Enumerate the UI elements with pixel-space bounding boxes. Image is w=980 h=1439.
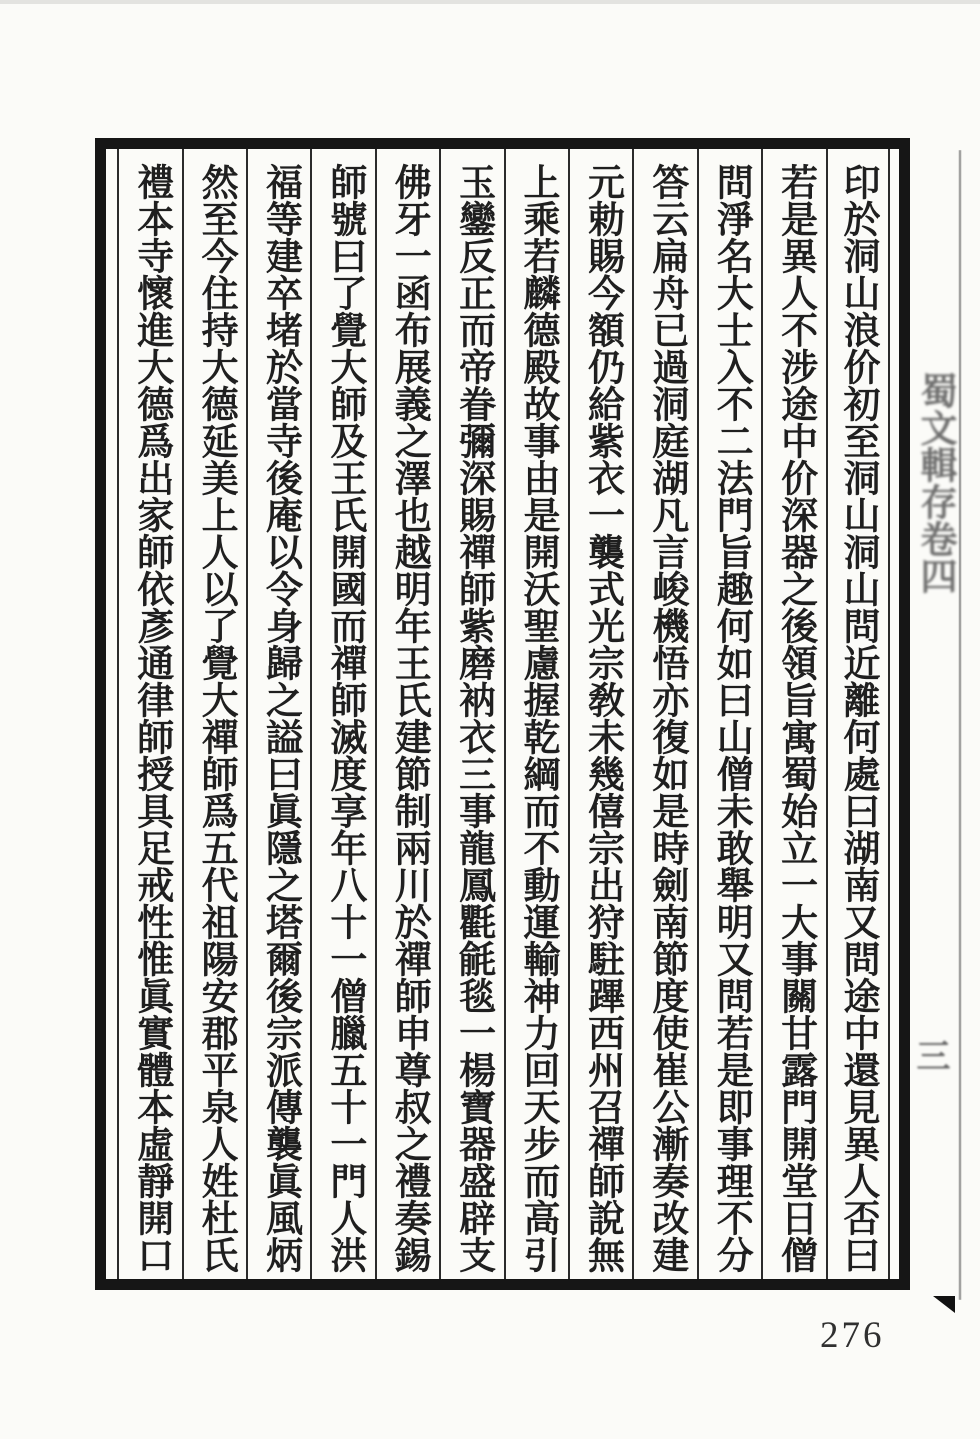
text-column: 佛牙一函布展義之澤也越明年王氏建節制兩川於禪師申尊叔之禮奏錫 — [375, 149, 439, 1279]
text-column: 印於洞山浪价初至洞山洞山問近離何處曰湖南又問途中還見異人否曰 — [826, 149, 890, 1279]
text-column: 禮本寺懷進大德爲出家師依彥通律師授具足戒性惟眞實體本虛靜開口 — [117, 149, 181, 1279]
text-column: 元勅賜今額仍給紫衣一襲式光宗敎未幾僖宗出狩駐蹕西州召禪師說無 — [568, 149, 632, 1279]
page-number: 276 — [820, 1315, 885, 1356]
text-column: 上乘若麟德殿故事由是開沃聖慮握乾綱而不動運輸神力回天步而高引 — [504, 149, 568, 1279]
spine-strip — [903, 150, 963, 1300]
text-column: 玉鑾反正而帝眷彌深賜禪師紫磨衲衣三事龍鳳氍毹毯一楊寶器盛辟支 — [439, 149, 503, 1279]
book-frame — [95, 138, 910, 1290]
text-column: 福等建卒堵於當寺後庵以令身歸之謚曰眞隱之塔爾後宗派傳襲眞風炳 — [246, 149, 310, 1279]
text-column: 問淨名大士入不二法門旨趣何如曰山僧未敢舉明又問若是即事理不分 — [697, 149, 761, 1279]
scan-edge — [0, 0, 980, 4]
text-column: 然至今住持大德延美上人以了覺大禪師爲五代祖陽安郡平泉人姓杜氏 — [182, 149, 246, 1279]
spine-title: 蜀文輯存卷四 — [914, 372, 955, 594]
text-column: 答云扁舟已過洞庭湖凡言峻機悟亦復如是時劍南節度使崔公漸奏改建 — [632, 149, 696, 1279]
folio-label: 三 — [911, 1038, 948, 1072]
text-column: 師號曰了覺大師及王氏開國而禪師滅度享年八十一僧臘五十一門人洪 — [310, 149, 374, 1279]
text-column: 若是異人不涉途中价深器之後領旨寓蜀始立一大事關甘露門開堂日僧 — [761, 149, 825, 1279]
page-fold-line — [959, 150, 961, 1300]
